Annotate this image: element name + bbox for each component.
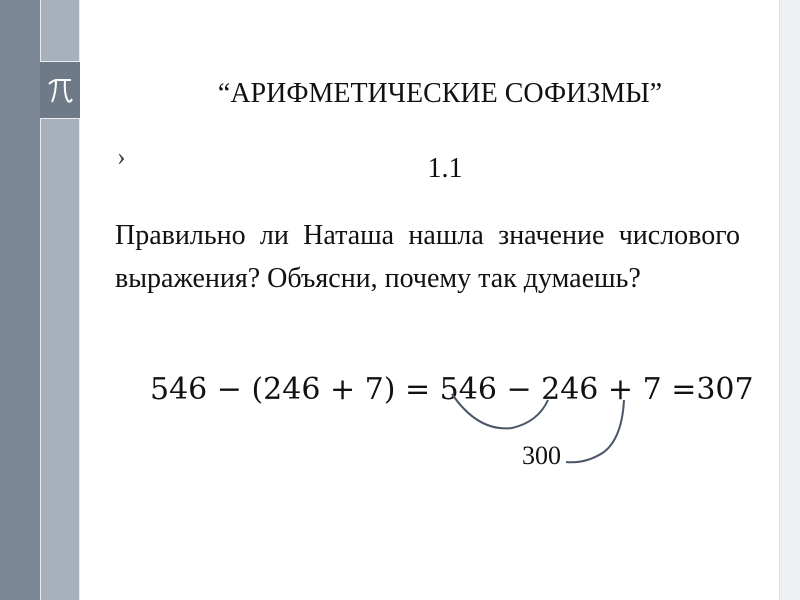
right-edge-strip [779, 0, 800, 600]
pi-icon [46, 75, 74, 105]
question-text: Правильно ли Наташа нашла значение числового выражения? Объясни, почему так думаешь? [115, 220, 740, 294]
slide-title: “АРИФМЕТИЧЕСКИЕ СОФИЗМЫ” [217, 78, 663, 109]
arc-to-result [566, 400, 624, 462]
sidebar-strip-dark [0, 0, 40, 600]
pi-icon-box [40, 61, 80, 119]
bullet-marker: › [117, 142, 126, 171]
task-number: 1.1 [427, 153, 463, 184]
intermediate-result: 300 [522, 441, 561, 470]
equation: 546 − (246 + 7) = 546 − 246 + 7 =307 [150, 372, 754, 407]
